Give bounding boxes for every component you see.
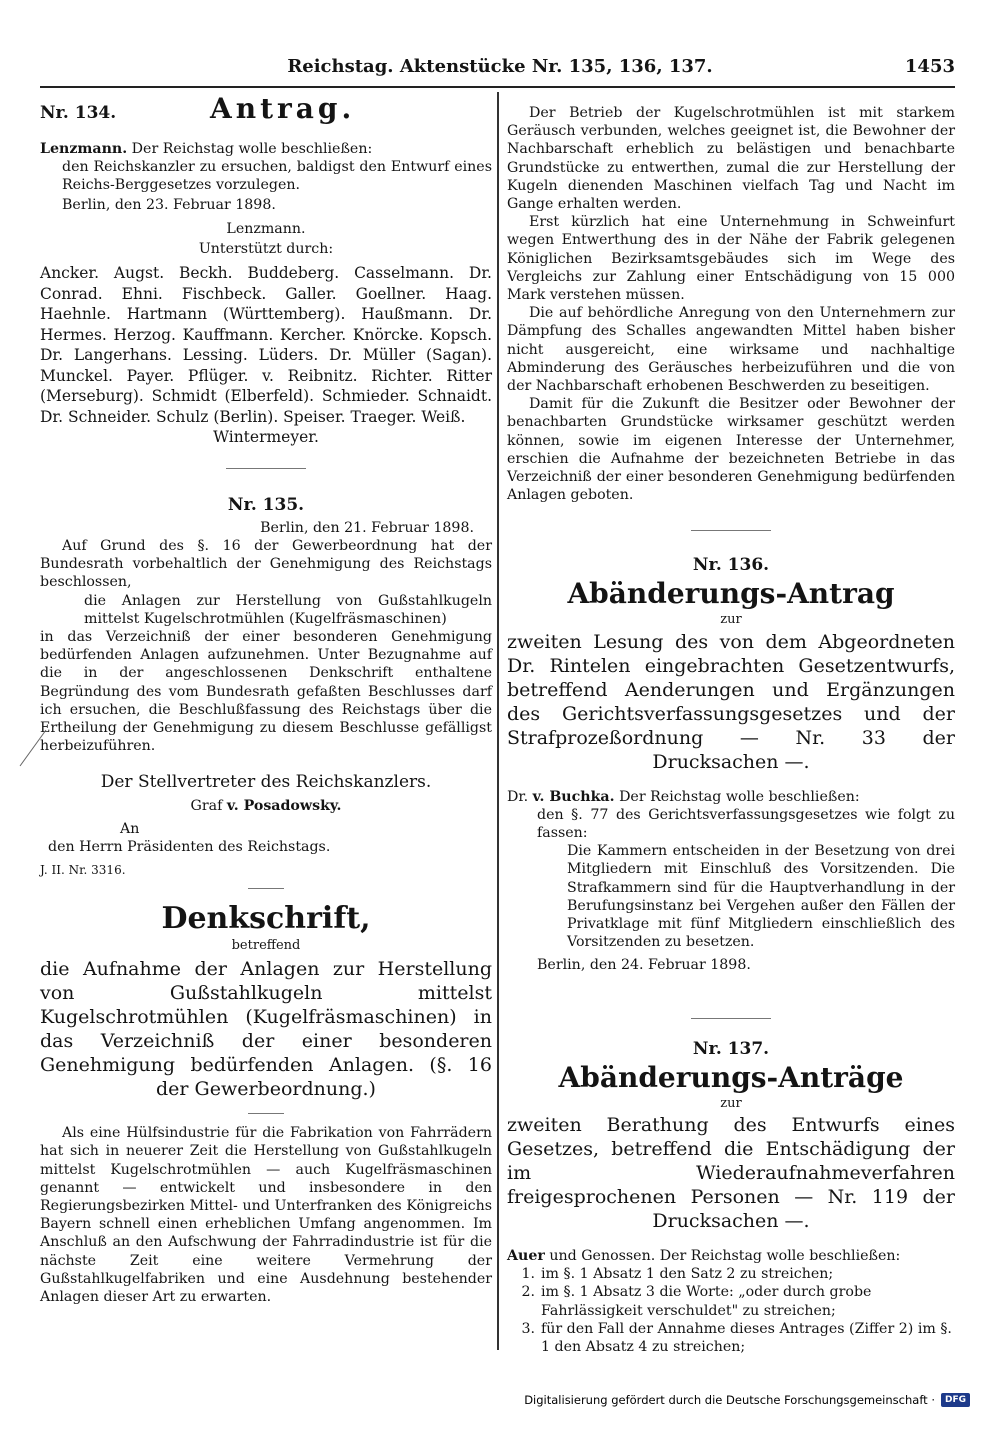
header-rule bbox=[40, 86, 955, 88]
item-number: 2. bbox=[521, 1284, 535, 1301]
item-number: 1. bbox=[521, 1266, 535, 1283]
denkschrift-p5: Damit für die Zukunft die Besitzer oder Bewohner der benachbarten Grundstücke wirksamer geschützt werden können, sowie im eigenen Interesse der Unternehmer, erschien die Aufnahme der bezeichneten Betriebe in das Verzeichniß der einer besonderen Genehmigung bedürfenden Anlagen geboten. bbox=[507, 396, 955, 504]
dfg-logo: DFG bbox=[941, 1393, 970, 1407]
nr136-subject: zweiten Lesung des von dem Abgeordneten Dr. Rintelen eingebrachten Gesetzentwurfs, betreffend Aenderungen und Ergänzungen des Gerichtsverfassungsgesetzes und der Strafprozeßordnung — Nr. 33 der Drucksachen —. bbox=[507, 630, 955, 773]
nr134-intro: Der Reichstag wolle beschließen: bbox=[131, 141, 373, 157]
page-number: 1453 bbox=[904, 56, 955, 77]
nr135-an: An bbox=[120, 820, 140, 837]
nr134-proposer-line bbox=[40, 140, 492, 158]
nr134-heading-row bbox=[40, 92, 492, 136]
digitization-footer bbox=[524, 1393, 970, 1407]
nr137-subject: zweiten Berathung des Entwurfs eines Gesetzes, betreffend die Entschädigung der im Wiederaufnahmeverfahren freigesprochenen Personen — Nr. 119 der Drucksachen —. bbox=[507, 1113, 955, 1232]
nr134-heading: Antrag. bbox=[210, 92, 356, 125]
nr137-label: Nr. 137. bbox=[692, 1038, 770, 1059]
nr136-label: Nr. 136. bbox=[692, 555, 770, 576]
nr136-text: den §. 77 des Gerichtsverfassungsgesetzes wie folgt zu fassen: bbox=[537, 806, 955, 842]
nr134-proposer: Lenzmann. bbox=[40, 141, 128, 157]
list-item bbox=[513, 1320, 955, 1356]
running-title: Reichstag. Aktenstücke Nr. 135, 136, 137. bbox=[287, 56, 713, 77]
denkschrift-p2: Der Betrieb der Kugelschrotmühlen ist mit starkem Geräusch verbunden, welches geeignet ist, die Bewohner der Nachbarschaft erheblich zu belästigen und benachbarte Grundstücke zu entwerthen, zumal die zur Herstellung der Kugeln dienenden Maschinen vielfach Tag und Nacht im Gange erhalten werden. bbox=[507, 105, 955, 213]
nr135-graf: Graf bbox=[190, 798, 223, 815]
nr134-signer: Lenzmann. bbox=[226, 220, 306, 237]
nr135-label: Nr. 135. bbox=[227, 494, 305, 515]
column-divider bbox=[497, 92, 499, 1350]
nr136-proposer: v. Buchka. bbox=[532, 788, 615, 805]
nr134-supported: Unterstützt durch: bbox=[198, 241, 334, 258]
nr134-names: Ancker. Augst. Beckh. Buddeberg. Casselmann. Dr. Conrad. Ehni. Fischbeck. Galler. Goellner. Haag. Haehnle. Hartmann (Württemberg). Haußmann. Dr. Hermes. Herzog. Kauffmann. Kercher. Knörcke. Kopsch. Dr. Langerhans. Lessing. Lüders. Dr. Müller (Sagan). Munckel. Payer. Pflüger. v. Reibnitz. Richter. Ritter (Merseburg). Schmidt (Elberfeld). Schmieder. Schnaidt. Dr. Schneider. Schulz (Berlin). Speiser. Traeger. Weiß. bbox=[40, 264, 492, 426]
nr135-signer: v. Posadowsky. bbox=[226, 798, 342, 815]
separator bbox=[226, 468, 306, 469]
item-text: im §. 1 Absatz 3 die Worte: „oder durch grobe Fahrlässigkeit verschuldet" zu streichen; bbox=[541, 1284, 872, 1319]
nr136-zur: zur bbox=[720, 612, 742, 628]
denkschrift-p4: Die auf behördliche Anregung von den Unternehmern zur Dämpfung des Schalles angewandten Mittel haben bisher nicht ausgereicht, eine wirksame und nachhaltige Abminderung des Geräusches herbeizuführen und die von der Nachbarschaft erhobenen Beschwerden zu beseitigen. bbox=[507, 305, 955, 395]
list-item bbox=[513, 1283, 955, 1319]
separator bbox=[691, 530, 771, 531]
nr136-dr: Dr. bbox=[507, 788, 529, 805]
nr135-quote: die Anlagen zur Herstellung von Gußstahlkugeln mittelst Kugelschrotmühlen (Kugelfräsmaschinen) bbox=[84, 592, 492, 627]
nr136-intro: Der Reichstag wolle beschließen: bbox=[619, 788, 860, 805]
separator bbox=[248, 1113, 284, 1114]
nr136-proposer-line bbox=[507, 788, 955, 806]
nr137-proposer: Auer bbox=[507, 1247, 545, 1264]
nr137-zur: zur bbox=[720, 1095, 742, 1111]
nr134-text: den Reichskanzler zu ersuchen, baldigst den Entwurf eines Reichs-Berggesetzes vorzulegen. bbox=[62, 159, 492, 194]
page-header bbox=[40, 56, 955, 78]
nr137-intro: und Genossen. Der Reichstag wolle beschließen: bbox=[549, 1247, 901, 1264]
footer-text: Digitalisierung gefördert durch die Deutsche Forschungsgemeinschaft · bbox=[524, 1393, 935, 1407]
nr137-proposer-line bbox=[507, 1247, 955, 1265]
nr136-quote: Die Kammern entscheiden in der Besetzung von drei Mitgliedern mit Einschluß des Vorsitzenden. Die Strafkammern sind für die Hauptverhandlung in der Berufungsinstanz bei Vergehen außer den Fällen der Privatklage mit fünf Mitgliedern einschließlich des Vorsitzenden zu besetzen. bbox=[567, 843, 955, 951]
item-text: im §. 1 Absatz 1 den Satz 2 zu streichen; bbox=[541, 1266, 834, 1283]
nr135-ref: J. II. Nr. 3316. bbox=[40, 862, 126, 877]
nr134-label: Nr. 134. bbox=[40, 103, 117, 123]
denkschrift-subject: die Aufnahme der Anlagen zur Herstellung von Gußstahlkugeln mittelst Kugelschrotmühlen (Kugelfräsmaschinen) in das Verzeichniß der einer besonderen Genehmigung bedürfenden Anlagen. (§. 16 der Gewerbeordnung.) bbox=[40, 958, 492, 1101]
denkschrift-title: Denkschrift, bbox=[161, 900, 371, 936]
nr136-date: Berlin, den 24. Februar 1898. bbox=[537, 956, 751, 973]
nr136-heading: Abänderungs-Antrag bbox=[567, 577, 895, 611]
right-column bbox=[507, 92, 955, 1356]
nr137-heading: Abänderungs-Anträge bbox=[558, 1060, 904, 1094]
nr135-signer-line bbox=[40, 797, 492, 815]
separator bbox=[248, 888, 284, 889]
left-column bbox=[40, 92, 492, 1306]
nr135-p1: Auf Grund des §. 16 der Gewerbeordnung hat der Bundesrath vorbehaltlich der Genehmigung des Reichstags beschlossen, bbox=[40, 537, 492, 591]
nr135-p2: in das Verzeichniß der einer besonderen Genehmigung bedürfenden Anlagen aufzunehmen. Unter Bezugnahme auf die in der angeschlossenen Denkschrift enthaltene Begründung des vom Bundesrath gefaßten Beschlusses darf ich ersuchen, die Beschlußfassung des Reichstags über die Ertheilung der Genehmigung zu diesem Beschlusse gefälligst herbeizuführen. bbox=[40, 628, 492, 755]
nr135-date: Berlin, den 21. Februar 1898. bbox=[260, 519, 474, 536]
list-item bbox=[513, 1265, 955, 1283]
nr135-addressee: den Herrn Präsidenten des Reichstags. bbox=[48, 838, 331, 855]
nr135-deputy: Der Stellvertreter des Reichskanzlers. bbox=[100, 772, 432, 793]
item-number: 3. bbox=[521, 1320, 535, 1337]
separator bbox=[691, 1018, 771, 1019]
nr134-date: Berlin, den 23. Februar 1898. bbox=[62, 196, 276, 213]
denkschrift-p3: Erst kürzlich hat eine Unternehmung in Schweinfurt wegen Entwerthung des in der Nähe der Fabrik gelegenen Königlichen Bezirksamtsgebäudes sich im Wege des Vergleichs zur Zahlung einer Entschädigung von 15 000 Mark verstehen müssen. bbox=[507, 214, 955, 304]
nr134-names-last: Wintermeyer. bbox=[213, 428, 319, 447]
item-text: für den Fall der Annahme dieses Antrages (Ziffer 2) im §. 1 den Absatz 4 zu streichen; bbox=[541, 1320, 952, 1355]
denkschrift-betreffend: betreffend bbox=[231, 937, 301, 953]
nr137-items bbox=[507, 1265, 955, 1356]
pencil-mark-icon bbox=[18, 728, 48, 768]
denkschrift-p1: Als eine Hülfsindustrie für die Fabrikation von Fahrrädern hat sich in neuerer Zeit die Herstellung von Gußstahlkugeln mittelst Kugelschrotmühlen — auch Kugelfräsmaschinen genannt — entwickelt und insbesondere in den Regierungsbezirken Mittel- und Unterfranken des Königreichs Bayern schnell einen erheblichen Umfang angenommen. Im Anschluß an den Aufschwung der Fahrradindustrie ist für die nächste Zeit eine weitere Vermehrung der Gußstahlkugelfabriken und eine Ausdehnung bestehender Anlagen dieser Art zu erwarten. bbox=[40, 1125, 492, 1305]
